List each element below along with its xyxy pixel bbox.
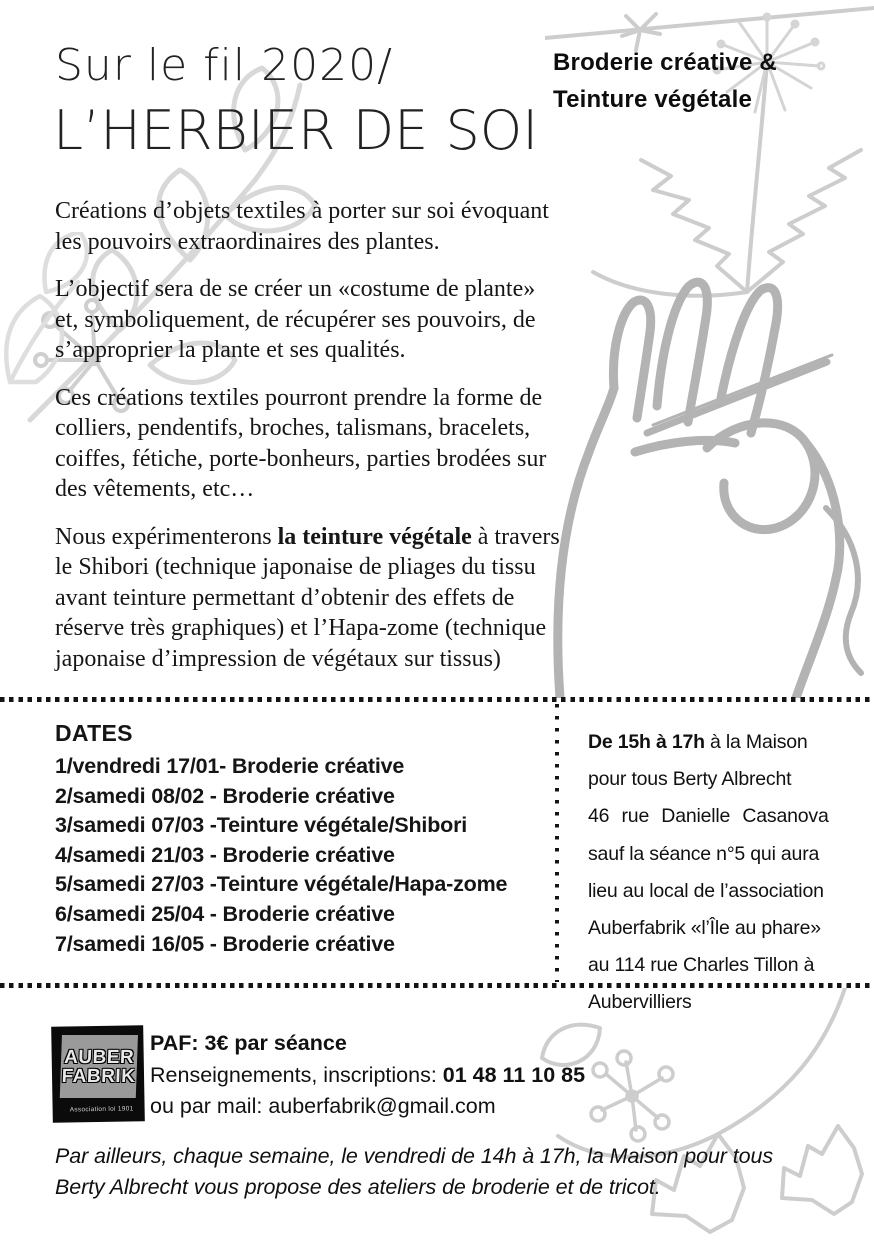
dates-heading: DATES bbox=[55, 720, 133, 746]
logo-subtitle: Association loi 1901 bbox=[63, 1102, 141, 1116]
page-title: L’HERBIER DE SOI bbox=[53, 99, 539, 162]
intro-paragraph-2: L’objectif sera de se créer un «costume de plante» et, symboliquement, de récupérer ses pouvoirs, de s’approprier la plante et ses qualités. bbox=[55, 276, 536, 363]
mail-line: ou par mail: auberfabrik@gmail.com bbox=[150, 1094, 496, 1118]
schedule-line-5: lieu au local de l’association bbox=[588, 879, 824, 902]
logo-word-fabrik: FABRIK bbox=[61, 1065, 136, 1087]
weekly-workshops-note: Par ailleurs, chaque semaine, le vendredi de 14h à 17h, la Maison pour tous Berty Albrecht vous propose des ateliers de broderie et de tricot. bbox=[55, 1144, 773, 1199]
teinture-vegetale-emphasis: la teinture végétale bbox=[277, 523, 472, 550]
dates-section bbox=[55, 720, 507, 959]
date-item-4: 4/samedi 21/03 - Broderie créative bbox=[55, 842, 395, 867]
schedule-line-3: 46 rue Danielle Casanova bbox=[588, 805, 829, 828]
workshop-topics bbox=[553, 44, 777, 118]
date-item-3: 3/samedi 07/03 -Teinture végétale/Shibori bbox=[55, 813, 468, 838]
dotted-divider-top bbox=[0, 697, 874, 702]
date-item-1: 1/vendredi 17/01- Broderie créative bbox=[55, 754, 405, 778]
date-item-5: 5/samedi 27/03 -Teinture végétale/Hapa-zome bbox=[55, 872, 508, 897]
intro-paragraph-3: Ces créations textiles pourront prendre la forme de colliers, pendentifs, broches, talismans, bracelets, coiffes, fétiche, porte-bonheurs, parties brodées sur des vêtements, etc… bbox=[55, 384, 547, 502]
paf-line: PAF: 3€ par séance bbox=[150, 1031, 347, 1055]
schedule-location bbox=[588, 724, 863, 1022]
intro-paragraph-1: Créations d’objets textiles à porter sur soi évoquant les pouvoirs extraordinaires des plantes. bbox=[55, 198, 549, 255]
schedule-line-1: De 15h à 17h à la Maison bbox=[588, 731, 808, 753]
schedule-line-6: Auberfabrik «l’Île au phare» bbox=[588, 917, 821, 940]
dotted-divider-vertical bbox=[555, 704, 559, 982]
schedule-line-4: sauf la séance n°5 qui aura bbox=[588, 842, 820, 865]
intro-text bbox=[55, 196, 563, 691]
topic-line-2: Teinture végétale bbox=[553, 86, 753, 113]
schedule-line-8: Aubervilliers bbox=[588, 991, 692, 1014]
contact-line: Renseignements, inscriptions: 01 48 11 10 85 bbox=[150, 1062, 586, 1087]
schedule-line-7: au 114 rue Charles Tillon à bbox=[588, 954, 815, 977]
date-item-7: 7/samedi 16/05 - Broderie créative bbox=[55, 931, 395, 956]
auberfabrik-logo-panel bbox=[60, 1035, 138, 1098]
topic-line-1: Broderie créative & bbox=[553, 49, 777, 76]
phone-number: 01 48 11 10 85 bbox=[442, 1062, 586, 1087]
schedule-line-2: pour tous Berty Albrecht bbox=[588, 768, 792, 791]
practical-info bbox=[150, 1028, 585, 1123]
date-item-6: 6/samedi 25/04 - Broderie créative bbox=[55, 901, 395, 926]
email-address: auberfabrik@gmail.com bbox=[268, 1094, 496, 1118]
logo-word-auber: AUBER bbox=[63, 1046, 135, 1068]
time-range: De 15h à 17h bbox=[588, 731, 705, 753]
date-item-2: 2/samedi 08/02 - Broderie créative bbox=[55, 783, 395, 808]
intro-paragraph-4: Nous expérimenterons la teinture végétale à travers le Shibori (technique japonaise de pliages du tissu avant teinture permettant d’obtenir des effets de réserve très graphiques) et l’Hapa-zome (technique japonaise d’impression de végétaux sur tissus) bbox=[55, 523, 560, 672]
series-title: Sur le fil 2020/ bbox=[55, 40, 393, 91]
auberfabrik-logo bbox=[51, 1025, 145, 1123]
